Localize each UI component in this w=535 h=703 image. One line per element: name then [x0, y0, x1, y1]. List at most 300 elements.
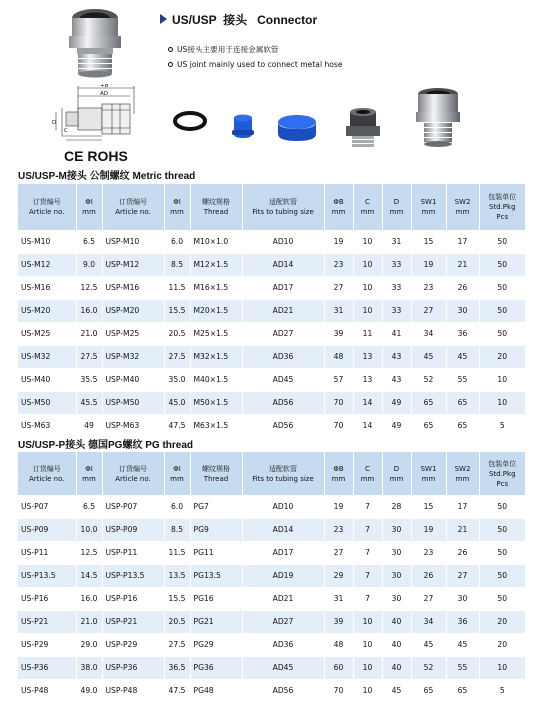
table-cell: 33	[382, 253, 411, 276]
column-header-line: mm	[170, 474, 184, 483]
column-header	[446, 452, 479, 495]
table-row	[18, 299, 525, 322]
column-header	[411, 452, 446, 495]
column-header	[242, 452, 324, 495]
table-cell: USP-M63	[102, 414, 164, 437]
column-header-line: Article no.	[28, 208, 65, 216]
table-cell: M16×1.5	[190, 276, 242, 299]
table-row	[18, 679, 525, 702]
column-header-line: Article no.	[115, 208, 151, 216]
table-cell: 40	[382, 656, 411, 679]
column-header	[353, 184, 382, 230]
connector-photo	[60, 6, 130, 78]
table-cell: 27	[411, 299, 446, 322]
table-row	[18, 564, 525, 587]
column-header-line: Fits to tubing size	[252, 208, 314, 216]
table-cell: 19	[411, 518, 446, 541]
column-header-line: mm	[389, 208, 404, 216]
table-cell: 27	[324, 541, 353, 564]
column-header	[76, 184, 102, 230]
table-cell: 27.5	[76, 345, 102, 368]
table-cell: 49	[382, 414, 411, 437]
column-header-line: Thread	[203, 474, 229, 483]
table-cell: 50	[479, 299, 525, 322]
table-row	[18, 633, 525, 656]
table-cell: 50	[479, 322, 525, 345]
column-header-line: 订货编号	[119, 198, 147, 206]
column-header-line: Article no.	[115, 474, 151, 483]
column-header	[411, 184, 446, 230]
column-header-line: 适配软管	[269, 198, 297, 206]
column-header-line: SW1	[420, 464, 437, 473]
table-cell: US-M25	[18, 322, 76, 345]
table-cell: AD14	[242, 253, 324, 276]
table-cell: AD17	[242, 541, 324, 564]
table-cell: 43	[382, 368, 411, 391]
table-cell: 8.5	[164, 253, 190, 276]
table-cell: 17	[446, 230, 479, 253]
table-cell: 36	[446, 610, 479, 633]
column-header-line: SW2	[454, 198, 471, 206]
column-header-line: Fits to tubing size	[252, 474, 314, 483]
table-cell: US-P29	[18, 633, 76, 656]
column-header-line: 包装单位	[488, 459, 517, 468]
table-cell: USP-M50	[102, 391, 164, 414]
column-header-line: ΦI	[85, 198, 93, 206]
table-cell: M12×1.5	[190, 253, 242, 276]
column-header-line: mm	[421, 474, 436, 483]
table-cell: 38.0	[76, 656, 102, 679]
column-header-line: mm	[455, 208, 470, 216]
table-cell: 10	[479, 368, 525, 391]
column-header-line: mm	[360, 474, 375, 483]
table-row	[18, 345, 525, 368]
table-cell: 27	[411, 587, 446, 610]
table-cell: 7	[353, 564, 382, 587]
table-cell: 6.0	[164, 230, 190, 253]
table-cell: 52	[411, 656, 446, 679]
table-cell: 55	[446, 368, 479, 391]
table-cell: 48	[324, 633, 353, 656]
table-cell: 19	[324, 495, 353, 518]
table-cell: 10	[353, 610, 382, 633]
column-header-line: 螺纹规格	[202, 198, 230, 206]
table-header-row	[18, 184, 525, 230]
table-cell: USP-P13.5	[102, 564, 164, 587]
table-cell: 33	[382, 276, 411, 299]
table-cell: 13	[353, 368, 382, 391]
table-cell: 23	[324, 518, 353, 541]
table-cell: USP-M12	[102, 253, 164, 276]
column-header	[190, 452, 242, 495]
table-cell: 48	[324, 345, 353, 368]
table-cell: 65	[446, 391, 479, 414]
table-cell: US-M10	[18, 230, 76, 253]
table-cell: AD21	[242, 587, 324, 610]
table-cell: 70	[324, 679, 353, 702]
connector-side-photo	[412, 86, 464, 148]
table-cell: 50	[479, 564, 525, 587]
table-cell: 9.0	[76, 253, 102, 276]
certification-marks: CE ROHS	[64, 148, 128, 164]
table-cell: 10	[353, 633, 382, 656]
table-cell: 29.0	[76, 633, 102, 656]
table-cell: 52	[411, 368, 446, 391]
description-cn-text: US接头主要用于连接金属软管	[177, 45, 279, 54]
table-cell: US-M12	[18, 253, 76, 276]
table-cell: 45	[446, 345, 479, 368]
table-cell: 27	[446, 564, 479, 587]
table-cell: 20.5	[164, 322, 190, 345]
table-cell: 31	[324, 299, 353, 322]
description-en-text: US joint mainly used to connect metal hose	[177, 60, 343, 69]
table-cell: 34	[411, 322, 446, 345]
column-header-line: 订货编号	[119, 464, 147, 473]
table-cell: AD45	[242, 368, 324, 391]
metric-section-title: US/USP-M接头 公制螺纹 Metric thread	[18, 171, 196, 182]
column-header-line: mm	[455, 474, 470, 483]
table-cell: 28	[382, 495, 411, 518]
table-cell: 23	[411, 541, 446, 564]
table-cell: US-M40	[18, 368, 76, 391]
column-header-line: 适配软管	[269, 464, 297, 473]
table-cell: PG21	[190, 610, 242, 633]
table-cell: USP-P16	[102, 587, 164, 610]
column-header-line: D	[393, 464, 400, 473]
table-cell: AD36	[242, 633, 324, 656]
table-cell: 11.5	[164, 541, 190, 564]
table-cell: 50	[479, 276, 525, 299]
table-cell: USP-P48	[102, 679, 164, 702]
table-cell: 49	[382, 391, 411, 414]
column-header-line: 订货编号	[32, 198, 61, 206]
table-cell: 7	[353, 518, 382, 541]
table-cell: 39	[324, 610, 353, 633]
table-cell: 36	[446, 322, 479, 345]
table-cell: USP-P07	[102, 495, 164, 518]
table-cell: PG9	[190, 518, 242, 541]
column-header-line: Pcs	[496, 213, 509, 221]
table-cell: 50	[479, 541, 525, 564]
table-row	[18, 610, 525, 633]
column-header-line: Std.Pkg	[488, 203, 516, 211]
table-cell: 10	[353, 230, 382, 253]
table-cell: 30	[382, 564, 411, 587]
column-header-line: ΦB	[333, 464, 344, 473]
label-ad: AD	[100, 91, 108, 97]
table-cell: US-P07	[18, 495, 76, 518]
column-header	[242, 184, 324, 230]
column-header	[18, 184, 76, 230]
table-cell: AD36	[242, 345, 324, 368]
table-cell: 12.5	[76, 541, 102, 564]
table-cell: PG7	[190, 495, 242, 518]
table-row	[18, 414, 525, 437]
table-cell: 20	[479, 345, 525, 368]
table-cell: 11	[353, 322, 382, 345]
table-cell: US-M20	[18, 299, 76, 322]
table-row	[18, 541, 525, 564]
table-cell: 20.5	[164, 610, 190, 633]
table-cell: 27.5	[164, 345, 190, 368]
table-row	[18, 587, 525, 610]
table-cell: 16.0	[76, 299, 102, 322]
table-cell: USP-P29	[102, 633, 164, 656]
table-row	[18, 322, 525, 345]
table-cell: AD27	[242, 610, 324, 633]
table-cell: 30	[382, 541, 411, 564]
table-cell: 35.0	[164, 368, 190, 391]
table-row	[18, 368, 525, 391]
column-header-line: 螺纹规格	[202, 464, 230, 473]
table-cell: 15.5	[164, 299, 190, 322]
label-b: +B	[100, 84, 109, 89]
table-cell: US-P21	[18, 610, 76, 633]
table-cell: 7	[353, 587, 382, 610]
table-cell: USP-M16	[102, 276, 164, 299]
column-header	[18, 452, 76, 495]
table-cell: US-M63	[18, 414, 76, 437]
table-cell: AD14	[242, 518, 324, 541]
label-c: C	[64, 128, 68, 134]
table-cell: USP-P09	[102, 518, 164, 541]
column-header	[164, 452, 190, 495]
column-header	[479, 184, 525, 230]
column-header-line: 订货编号	[32, 464, 61, 473]
table-cell: 50	[479, 230, 525, 253]
column-header-line: mm	[389, 474, 404, 483]
table-cell: 43	[382, 345, 411, 368]
table-cell: 50	[479, 495, 525, 518]
table-cell: 26	[446, 276, 479, 299]
table-cell: 21	[446, 253, 479, 276]
table-cell: 50	[479, 253, 525, 276]
description-cn	[168, 44, 279, 55]
table-cell: 70	[324, 391, 353, 414]
table-cell: 7	[353, 495, 382, 518]
table-cell: 21	[446, 518, 479, 541]
table-cell: 10	[479, 391, 525, 414]
table-cell: 41	[382, 322, 411, 345]
table-cell: 19	[324, 230, 353, 253]
column-header-line: 包装单位	[488, 193, 517, 201]
blue-cap-small-photo	[228, 112, 258, 142]
table-cell: AD56	[242, 391, 324, 414]
table-cell: AD10	[242, 495, 324, 518]
lock-nut-photo	[344, 108, 382, 148]
table-cell: 30	[382, 518, 411, 541]
table-cell: 10	[353, 299, 382, 322]
table-cell: 23	[324, 253, 353, 276]
table-cell: 20	[479, 633, 525, 656]
table-cell: 55	[446, 656, 479, 679]
table-cell: 65	[411, 391, 446, 414]
column-header-line: mm	[331, 474, 346, 483]
column-header	[382, 452, 411, 495]
table-cell: 5	[479, 679, 525, 702]
table-header-row	[18, 452, 525, 495]
table-row	[18, 230, 525, 253]
table-cell: 10	[353, 253, 382, 276]
table-cell: 23	[411, 276, 446, 299]
table-cell: M25×1.5	[190, 322, 242, 345]
column-header-line: Article no.	[28, 474, 65, 483]
table-cell: PG29	[190, 633, 242, 656]
table-cell: USP-M25	[102, 322, 164, 345]
table-cell: US-M16	[18, 276, 76, 299]
table-cell: 30	[382, 587, 411, 610]
table-cell: USP-M20	[102, 299, 164, 322]
table-cell: US-P09	[18, 518, 76, 541]
table-cell: 35.5	[76, 368, 102, 391]
table-cell: US-M32	[18, 345, 76, 368]
table-cell: 40	[382, 633, 411, 656]
table-cell: 13	[353, 345, 382, 368]
table-cell: 8.5	[164, 518, 190, 541]
table-cell: 47.5	[164, 679, 190, 702]
table-cell: 21.0	[76, 322, 102, 345]
table-cell: USP-P11	[102, 541, 164, 564]
table-cell: 40	[382, 610, 411, 633]
column-header-line: ΦI	[173, 464, 181, 473]
table-cell: 65	[411, 414, 446, 437]
table-cell: AD27	[242, 322, 324, 345]
table-cell: 65	[446, 679, 479, 702]
table-cell: 6.5	[76, 495, 102, 518]
table-cell: 49.0	[76, 679, 102, 702]
table-cell: 26	[446, 541, 479, 564]
table-cell: 50	[479, 587, 525, 610]
table-cell: US-P11	[18, 541, 76, 564]
table-cell: 31	[324, 587, 353, 610]
column-header-line: mm	[421, 208, 436, 216]
dimension-drawing	[52, 84, 144, 146]
page-title	[160, 10, 317, 28]
column-header-line: SW2	[454, 464, 471, 473]
table-cell: US-P16	[18, 587, 76, 610]
table-cell: 16.0	[76, 587, 102, 610]
table-cell: 30	[446, 587, 479, 610]
table-cell: AD17	[242, 276, 324, 299]
table-cell: 14.5	[76, 564, 102, 587]
table-cell: 10	[353, 679, 382, 702]
column-header-line: D	[393, 198, 400, 206]
table-cell: USP-P21	[102, 610, 164, 633]
column-header	[446, 184, 479, 230]
table-cell: 57	[324, 368, 353, 391]
table-cell: 45	[382, 679, 411, 702]
table-cell: 45	[446, 633, 479, 656]
o-ring-photo	[172, 110, 208, 132]
column-header-line: Pcs	[496, 479, 509, 488]
column-header-line: mm	[82, 208, 96, 216]
table-cell: 70	[324, 414, 353, 437]
table-cell: 65	[411, 679, 446, 702]
table-cell: 10.0	[76, 518, 102, 541]
table-cell: M40×1.5	[190, 368, 242, 391]
table-cell: M63×1.5	[190, 414, 242, 437]
triangle-bullet-icon	[160, 14, 167, 24]
column-header-line: ΦI	[173, 198, 181, 206]
column-header-line: SW1	[420, 198, 437, 206]
table-cell: M10×1.0	[190, 230, 242, 253]
column-header-line: ΦI	[85, 464, 93, 473]
table-cell: USP-P36	[102, 656, 164, 679]
column-header	[479, 452, 525, 495]
column-header-line: mm	[331, 208, 346, 216]
column-header	[102, 184, 164, 230]
bullet-icon	[168, 62, 173, 67]
bullet-icon	[168, 47, 173, 52]
table-cell: M32×1.5	[190, 345, 242, 368]
column-header-line: mm	[360, 208, 375, 216]
table-cell: 27.5	[164, 633, 190, 656]
table-cell: 45.0	[164, 391, 190, 414]
table-cell: AD45	[242, 656, 324, 679]
table-cell: 45.5	[76, 391, 102, 414]
table-cell: 39	[324, 322, 353, 345]
table-cell: PG48	[190, 679, 242, 702]
table-cell: 36.5	[164, 656, 190, 679]
table-cell: 47.5	[164, 414, 190, 437]
table-row	[18, 391, 525, 414]
table-cell: PG11	[190, 541, 242, 564]
table-cell: USP-M10	[102, 230, 164, 253]
table-cell: 45	[411, 345, 446, 368]
table-row	[18, 656, 525, 679]
label-d: D	[52, 120, 57, 126]
table-cell: USP-M40	[102, 368, 164, 391]
table-cell: PG13.5	[190, 564, 242, 587]
table-cell: 11.5	[164, 276, 190, 299]
pg-thread-table	[18, 452, 525, 703]
column-header-line: Std.Pkg	[488, 469, 516, 478]
column-header	[190, 184, 242, 230]
table-cell: PG36	[190, 656, 242, 679]
table-cell: 14	[353, 391, 382, 414]
table-cell: US-P13.5	[18, 564, 76, 587]
column-header	[164, 184, 190, 230]
table-cell: 7	[353, 541, 382, 564]
table-cell: AD56	[242, 414, 324, 437]
table-cell: 15	[411, 230, 446, 253]
table-row	[18, 253, 525, 276]
column-header-line: ΦB	[333, 198, 344, 206]
table-cell: AD19	[242, 564, 324, 587]
table-cell: 12.5	[76, 276, 102, 299]
table-row	[18, 518, 525, 541]
table-cell: AD56	[242, 679, 324, 702]
table-cell: 29	[324, 564, 353, 587]
table-cell: 50	[479, 518, 525, 541]
table-cell: 13.5	[164, 564, 190, 587]
table-row	[18, 276, 525, 299]
table-cell: PG16	[190, 587, 242, 610]
column-header-line: mm	[170, 208, 184, 216]
description-en	[168, 60, 343, 69]
table-cell: 6.5	[76, 230, 102, 253]
table-cell: 10	[353, 656, 382, 679]
table-cell: 20	[479, 610, 525, 633]
column-header-line: C	[365, 464, 370, 473]
column-header-line: C	[365, 198, 370, 206]
table-cell: 26	[411, 564, 446, 587]
table-cell: 49	[76, 414, 102, 437]
table-cell: 15.5	[164, 587, 190, 610]
table-cell: US-M50	[18, 391, 76, 414]
table-cell: 5	[479, 414, 525, 437]
table-cell: 21.0	[76, 610, 102, 633]
